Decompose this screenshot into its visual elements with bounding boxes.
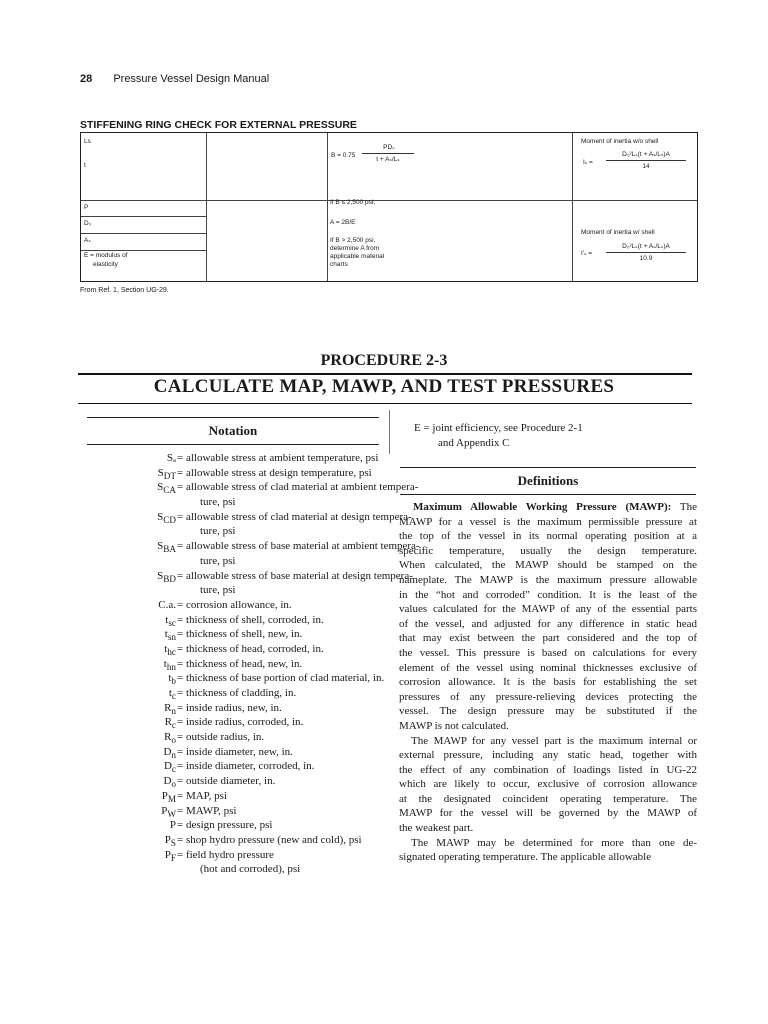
b-numerator: PD₀ — [383, 144, 395, 151]
notation-symbol: $S_{BA}$ — [157, 540, 176, 555]
notation-definition: = allowable stress of base material at ambient tempera- — [177, 540, 420, 553]
definition-line: vessel. The design pressure may be substituted if the — [399, 705, 697, 718]
notation-symbol: $S_{CD}$ — [157, 510, 176, 525]
definition-line: the weakest part. — [399, 822, 474, 835]
stiffening-ring-table — [80, 132, 698, 282]
notation-symbol: $P_M$ — [161, 789, 176, 804]
notation-symbol: $t_c$ — [168, 687, 176, 702]
definition-line: the effect of any combination of loadings listed in UG-22 — [399, 763, 697, 776]
notation-symbol: $S_{DT}$ — [157, 466, 176, 481]
notation-item — [80, 642, 390, 657]
notation-definition: = corrosion allowance, in. — [177, 598, 292, 611]
fraction-bar — [606, 160, 686, 161]
page-header — [80, 73, 269, 85]
notation-symbol: $R_n$ — [164, 701, 176, 716]
divider — [87, 444, 379, 445]
page-number: 28 — [80, 73, 93, 85]
fraction-bar — [606, 252, 686, 253]
notation-definition: ture, psi — [200, 525, 236, 538]
moi-with-shell-title: Moment of inertia w/ shell — [581, 229, 655, 236]
moi-without-shell-denominator: 14 — [642, 163, 650, 170]
notation-definition: ture, psi — [200, 496, 236, 509]
notation-item — [80, 774, 390, 789]
notation-item — [80, 789, 390, 804]
notation-symbol: $t_{hn}$ — [163, 657, 176, 672]
notation-definition: = field hydro pressure — [177, 848, 274, 861]
definition-first-line: Maximum Allowable Working Pressure (MAWP): The — [413, 501, 698, 513]
notation-item — [80, 848, 390, 863]
notation-definition: = allowable stress at design temperature, psi — [177, 466, 372, 479]
definition-term: Maximum Allowable Working Pressure (MAWP): — [413, 501, 672, 513]
definition-line: element of the vessel using nominal thicknesses exclusive of — [399, 661, 697, 674]
notation-definition: = allowable stress of clad material at design tempera- — [177, 510, 412, 523]
definition-line: MAWP for the vessel will be governed by the MAWP of — [399, 807, 697, 820]
notation-item — [80, 671, 390, 686]
definition-line: MAWP for a vessel is the maximum permissible pressure at — [399, 515, 697, 528]
notation-item — [80, 701, 390, 716]
definition-line: The MAWP for any vessel part is the maximum internal or — [411, 734, 697, 747]
notation-definition: = thickness of shell, new, in. — [177, 628, 303, 641]
row-label: Aₛ — [84, 237, 91, 244]
procedure-number: PROCEDURE 2-3 — [320, 352, 448, 369]
definition-line: which are likely to occur, exclusive of corrosion allowance — [399, 778, 697, 791]
moi-without-shell-lhs: Iₛ = — [583, 159, 593, 166]
definition-line: pressures of any pressure-relieving devices protecting the — [399, 690, 697, 703]
notation-item — [80, 686, 390, 701]
notation-item — [80, 613, 390, 628]
notation-symbol: $P_S$ — [164, 833, 176, 849]
definition-line: at the designated coincident operating temperature. The — [399, 792, 697, 805]
notation-item — [80, 627, 390, 642]
table-title: STIFFENING RING CHECK FOR EXTERNAL PRESSURE — [80, 119, 357, 131]
definition-line: The MAWP may be determined for more than one de- — [411, 836, 697, 849]
notation-item — [80, 524, 390, 539]
definition-line: When calculated, the MAWP should be stamped on the — [399, 559, 697, 572]
notation-definition: = inside diameter, corroded, in. — [177, 760, 315, 773]
notation-item — [80, 569, 413, 584]
procedure-title: CALCULATE MAP, MAWP, AND TEST PRESSURES — [153, 376, 615, 397]
notation-symbol: $R_o$ — [164, 731, 176, 746]
b-denominator: t + Aₛ/Lₛ — [376, 156, 400, 163]
notation-definition: = allowable stress of base material at design tempera- — [177, 569, 413, 582]
notation-symbol: $t_{sc}$ — [165, 613, 176, 628]
row-label: D₀ — [84, 220, 92, 227]
notation-symbol: C.a. — [158, 598, 176, 611]
notation-item — [80, 862, 390, 877]
definition-line: that may exist between the part considered and the top of — [399, 632, 697, 645]
notation-item — [80, 715, 390, 730]
notation-symbol: $P_W$ — [161, 804, 176, 819]
notation-item — [80, 480, 419, 496]
notation-definition: = allowable stress of clad material at ambient tempera- — [177, 481, 419, 494]
moi-with-shell-numerator: D₀²Lₛ(t + Aₛ/Lₛ)A — [622, 243, 670, 250]
b-formula: B = 0.75 — [331, 152, 356, 159]
row-label: Ls — [84, 138, 91, 145]
notation-list — [80, 451, 420, 877]
notation-symbol: $t_b$ — [168, 672, 176, 687]
condition-1-result: A = 2B/E — [330, 219, 356, 226]
notation-definition: = thickness of base portion of clad material, in. — [177, 672, 385, 685]
divider — [400, 467, 696, 468]
definition-line: signated operating temperature. The applicable allowable — [399, 851, 652, 864]
notation-symbol: $D_c$ — [163, 760, 176, 775]
notation-item — [80, 833, 390, 848]
definition-line: in the “hot and corroded” condition. It is the least of the — [399, 588, 697, 601]
definition-line: nameplate. The MAWP is the maximum pressure allowable — [399, 573, 697, 586]
divider — [400, 494, 696, 495]
notation-definition: = inside radius, corroded, in. — [177, 716, 304, 729]
definition-line: the top of the vessel in its normal operating position at a — [399, 530, 697, 543]
condition-1: If B ≤ 2,500 psi, — [330, 199, 376, 206]
definition-line: corrosion allowance. It is the basis for establishing the set — [399, 676, 697, 689]
definitions-heading: Definitions — [517, 473, 579, 488]
notation-item — [80, 554, 390, 569]
notation-definition: = thickness of head, new, in. — [177, 657, 303, 670]
notation-symbol: Sₐ — [166, 452, 176, 464]
notation-definition: = thickness of shell, corroded, in. — [177, 613, 324, 626]
notation-symbol: $D_n$ — [163, 745, 176, 760]
condition-2-line: applicable material — [330, 253, 385, 260]
notation-definition: = allowable stress at ambient temperature, psi — [177, 452, 379, 464]
notation-item — [80, 466, 390, 481]
definition-line: specific temperature, usually the design temperature. — [399, 544, 697, 557]
joint-efficiency-note — [414, 421, 583, 450]
notation-symbol: $S_{CA}$ — [157, 481, 176, 496]
notation-item — [80, 598, 390, 613]
notation-symbol: $P_F$ — [164, 848, 176, 863]
moi-without-shell-title: Moment of inertia w/o shell — [581, 138, 659, 145]
row-label: elasticity — [93, 261, 118, 268]
notation-item — [80, 451, 390, 466]
notation-definition: = inside radius, new, in. — [177, 701, 282, 714]
moi-with-shell-lhs: I′ₛ = — [581, 250, 593, 257]
notation-definition: = MAP, psi — [177, 789, 227, 802]
notation-item — [80, 583, 390, 598]
column-divider — [389, 410, 390, 454]
joint-efficiency-line: and Appendix C — [438, 436, 510, 449]
notation-item — [80, 759, 390, 774]
notation-item — [80, 657, 390, 672]
notation-definition: = MAWP, psi — [177, 804, 237, 817]
notation-definition: = thickness of head, corroded, in. — [177, 642, 324, 655]
moi-with-shell-denominator: 10.9 — [639, 255, 653, 262]
divider — [78, 403, 692, 404]
notation-item — [80, 539, 420, 555]
definition-line: of the vessel, and adjusted for any difference in static head — [399, 617, 697, 630]
notation-definition: = outside diameter, in. — [177, 775, 276, 788]
notation-definition: ture, psi — [200, 584, 236, 597]
notation-definition: = thickness of cladding, in. — [177, 687, 297, 699]
definition-line: external pressure, including any static head, together with — [399, 749, 697, 762]
notation-definition: (hot and corroded), psi — [200, 863, 301, 876]
book-title: Pressure Vessel Design Manual — [113, 73, 270, 85]
notation-symbol: $t_{hc}$ — [164, 642, 176, 658]
notation-definition: ture, psi — [200, 554, 236, 567]
row-label: E = modulus of — [84, 252, 128, 259]
notation-item — [80, 510, 412, 525]
joint-efficiency-line: E = joint efficiency, see Procedure 2-1 — [414, 422, 583, 434]
notation-definition: = design pressure, psi — [177, 819, 273, 832]
divider — [87, 417, 379, 418]
notation-item — [80, 730, 390, 745]
notation-item — [80, 804, 390, 819]
notation-item — [80, 818, 390, 833]
condition-2-line: charts — [330, 261, 348, 268]
notation-definition: = inside diameter, new, in. — [177, 745, 293, 758]
notation-definition: = shop hydro pressure (new and cold), psi — [177, 833, 362, 846]
row-label: t — [84, 162, 86, 169]
definition-line: the vessel. This pressure is based on calculations for every — [399, 646, 697, 659]
notation-symbol: $D_o$ — [163, 775, 176, 790]
notation-symbol: $S_{BD}$ — [157, 569, 176, 584]
definition-line: MAWP is not calculated. — [399, 719, 509, 732]
notation-heading: Notation — [208, 423, 258, 438]
notation-symbol: $t_{sn}$ — [164, 628, 176, 643]
definitions-body — [399, 500, 697, 865]
row-label: P — [84, 204, 89, 211]
fraction-bar — [362, 153, 414, 154]
condition-2-line: determine A from — [330, 245, 380, 252]
notation-item — [80, 745, 390, 760]
definition-line: values calculated for the MAWP of any of the essential parts — [399, 603, 697, 616]
notation-symbol: $R_c$ — [164, 716, 176, 731]
notation-definition: = outside radius, in. — [177, 731, 265, 744]
table-source-note: From Ref. 1, Section UG-29. — [80, 287, 169, 294]
divider — [78, 373, 692, 375]
moi-without-shell-numerator: D₀²Lₛ(t + Aₛ/Lₛ)A — [622, 151, 670, 158]
condition-2-line: If B > 2,500 psi, — [330, 237, 376, 244]
notation-symbol: P — [169, 819, 176, 832]
notation-item — [80, 495, 390, 510]
